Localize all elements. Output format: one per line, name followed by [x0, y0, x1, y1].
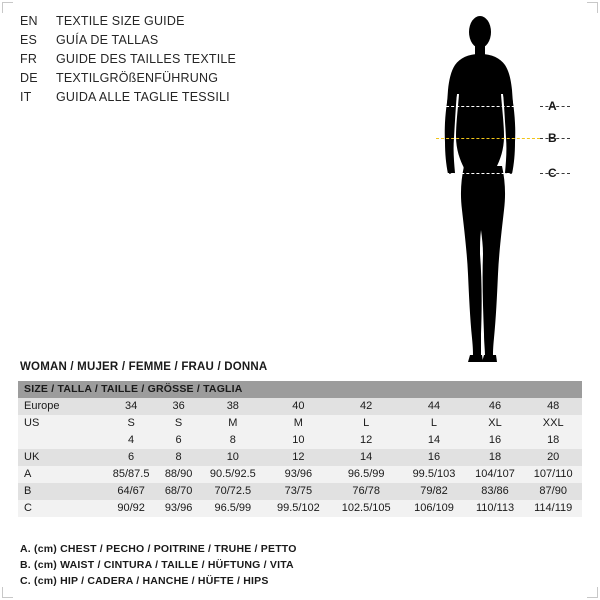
cell: 99.5/102	[276, 502, 320, 514]
cell: 87/90	[539, 485, 567, 497]
footnote-a: A. (cm) CHEST / PECHO / POITRINE / TRUHE / PETTO	[20, 543, 297, 555]
cell: 85/87.5	[112, 468, 150, 480]
row-label-europe: Europe	[24, 400, 60, 412]
cell: 79/82	[420, 485, 448, 497]
cell: 99.5/103	[412, 468, 456, 480]
cell: 40	[292, 400, 305, 412]
cell: 114/119	[534, 502, 573, 514]
language-title-fr: GUIDE DES TAILLES TEXTILE	[56, 52, 237, 66]
measure-line-a	[436, 106, 540, 107]
cell: XL	[488, 417, 502, 429]
cell: 16	[488, 434, 502, 446]
cell: 106/109	[414, 502, 454, 514]
table-row	[18, 500, 582, 517]
size-table	[18, 381, 582, 517]
cell: 73/75	[284, 485, 313, 497]
section-caption: WOMAN / MUJER / FEMME / FRAU / DONNA	[20, 361, 268, 373]
row-label-us-numeric	[18, 432, 104, 449]
language-row-en	[20, 14, 350, 33]
language-code-it: IT	[20, 90, 32, 104]
cell: M	[228, 417, 238, 429]
cell: 8	[229, 434, 236, 446]
language-code-fr: FR	[20, 52, 38, 66]
measure-label-b: B	[548, 131, 557, 145]
cell: 20	[547, 451, 560, 463]
measure-line-c	[436, 173, 540, 174]
cell: 104/107	[475, 468, 515, 480]
cell: 14	[360, 451, 373, 463]
row-label-c: C	[24, 502, 32, 514]
table-header-row	[18, 381, 582, 398]
measure-label-c: C	[548, 166, 557, 180]
cell: 64/67	[117, 485, 145, 497]
cell: 38	[226, 400, 239, 412]
woman-silhouette-icon	[420, 8, 540, 368]
language-title-es: GUÍA DE TALLAS	[56, 33, 159, 47]
cell: 6	[128, 451, 135, 463]
cell: 4	[128, 434, 135, 446]
cell: M	[293, 417, 303, 429]
cell: 18	[488, 451, 502, 463]
corner-mark-bottom-left	[2, 587, 13, 598]
language-code-es: ES	[20, 33, 38, 47]
cell: 16	[427, 451, 441, 463]
language-row-de	[20, 71, 350, 90]
cell: 12	[360, 434, 373, 446]
cell: 96.5/99	[347, 468, 385, 480]
table-row	[18, 415, 582, 432]
cell: 70/72.5	[214, 485, 252, 497]
cell: 12	[292, 451, 305, 463]
table-row	[18, 449, 582, 466]
cell: 96.5/99	[214, 502, 252, 514]
cell: 93/96	[284, 468, 313, 480]
cell: 34	[124, 400, 138, 412]
cell: 44	[427, 400, 441, 412]
language-title-en: TEXTILE SIZE GUIDE	[56, 14, 185, 28]
cell: 10	[292, 434, 305, 446]
cell: XXL	[542, 417, 564, 429]
cell: 46	[488, 400, 502, 412]
corner-mark-bottom-right	[587, 587, 598, 598]
table-header-label: SIZE / TALLA / TAILLE / GRÖSSE / TAGLIA	[24, 383, 243, 395]
figure-diagram	[380, 8, 595, 368]
cell: 6	[175, 434, 182, 446]
language-row-fr	[20, 52, 350, 71]
language-row-es	[20, 33, 350, 52]
cell: L	[430, 417, 438, 429]
language-title-block	[20, 14, 350, 109]
table-row	[18, 483, 582, 500]
cell: 93/96	[164, 502, 193, 514]
footnote-c: C. (cm) HIP / CADERA / HANCHE / HÜFTE / HIPS	[20, 575, 269, 587]
cell: 83/86	[481, 485, 509, 497]
footnotes	[20, 541, 490, 589]
table-row	[18, 466, 582, 483]
cell: 8	[175, 451, 182, 463]
row-label-a: A	[24, 468, 32, 480]
cell: 90.5/92.5	[209, 468, 256, 480]
cell: 107/110	[533, 468, 573, 480]
cell: 42	[360, 400, 373, 412]
language-code-en: EN	[20, 14, 38, 28]
row-label-b: B	[24, 485, 32, 497]
cell: 90/92	[117, 502, 145, 514]
cell: 18	[547, 434, 560, 446]
cell: 48	[547, 400, 560, 412]
language-row-it	[20, 90, 350, 109]
cell: S	[174, 417, 183, 429]
cell: 102.5/105	[341, 502, 391, 514]
measure-line-b	[436, 138, 540, 139]
cell: 10	[226, 451, 239, 463]
language-title-it: GUIDA ALLE TAGLIE TESSILI	[56, 90, 230, 104]
cell: 110/113	[475, 502, 515, 514]
row-label-us: US	[24, 417, 40, 429]
language-title-de: TEXTILGRÖßENFÜHRUNG	[56, 71, 219, 85]
cell: S	[127, 417, 135, 429]
cell: 88/90	[164, 468, 193, 480]
cell: 76/78	[352, 485, 380, 497]
table-row	[18, 432, 582, 449]
footnote-b: B. (cm) WAIST / CINTURA / TAILLE / HÜFTUNG / VITA	[20, 559, 294, 571]
measure-label-a: A	[548, 99, 557, 113]
cell: L	[363, 417, 370, 429]
corner-mark-top-left	[2, 2, 13, 13]
cell: 14	[427, 434, 441, 446]
cell: 36	[172, 400, 185, 412]
language-code-de: DE	[20, 71, 38, 85]
cell: 68/70	[164, 485, 193, 497]
table-row	[18, 398, 582, 415]
row-label-uk: UK	[24, 451, 40, 463]
